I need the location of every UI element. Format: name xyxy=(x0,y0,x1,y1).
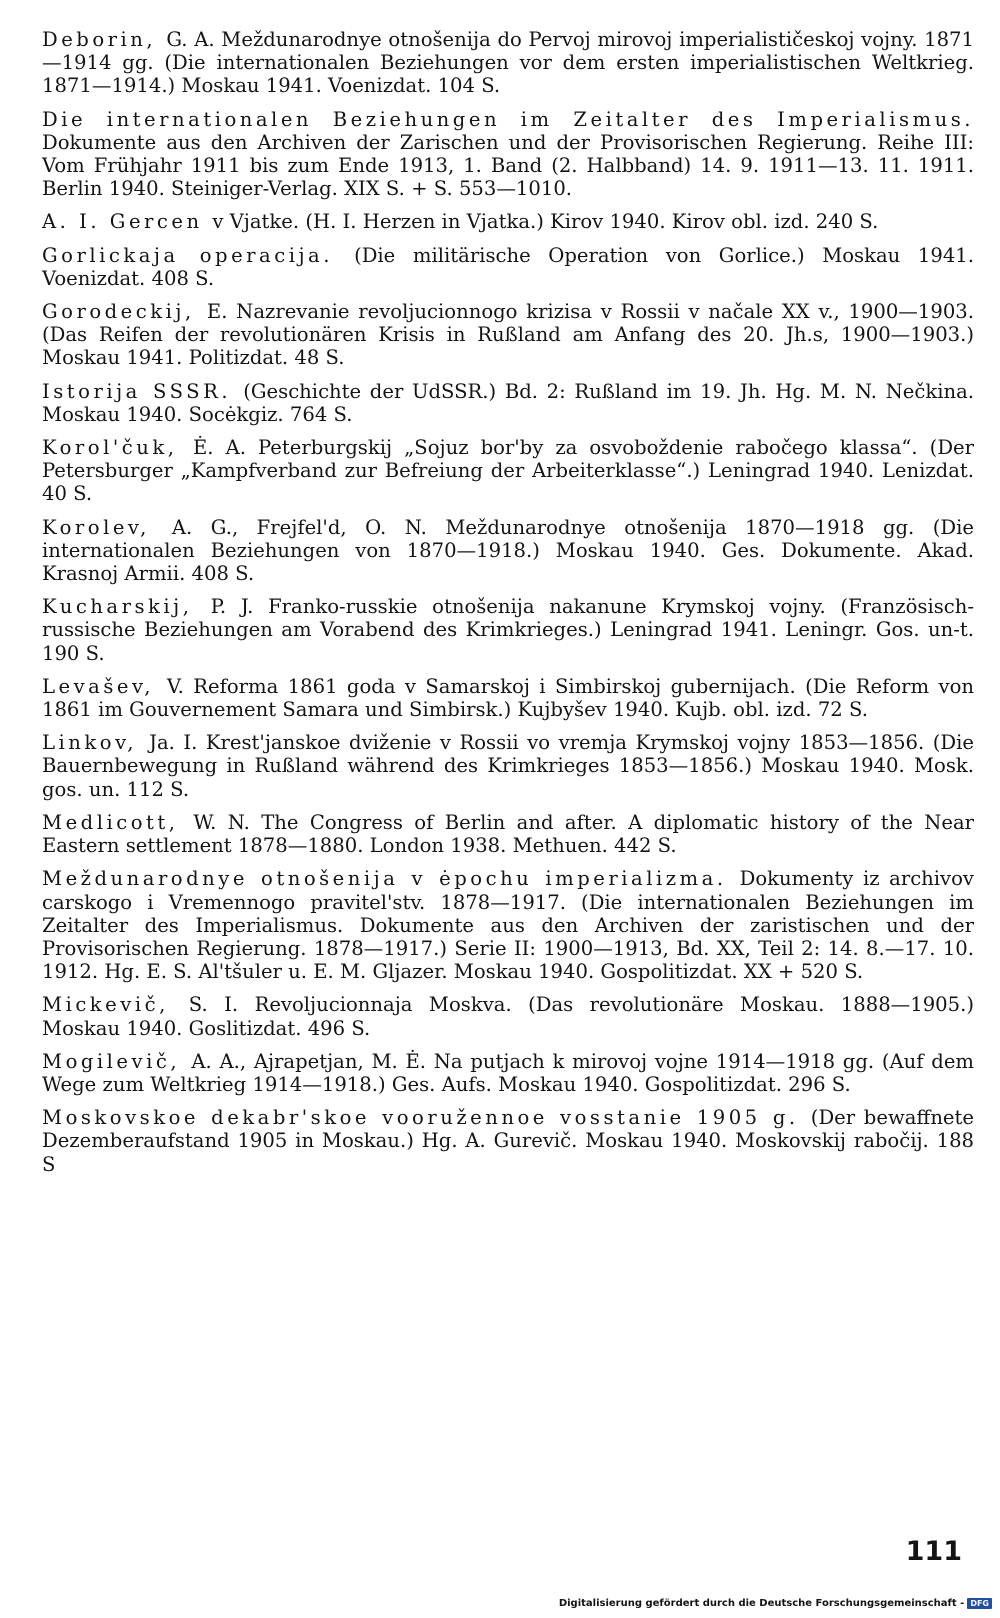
entry-author: Moskovskoe dekabr'skoe vooružennoe vosstanie 1905 g. xyxy=(42,1106,811,1130)
entry-details: W. N. The Congress of Berlin and after. A diplomatic history of the Near Eastern settlement 1878—1880. London 1938. Methuen. 442 S. xyxy=(42,810,974,858)
entry-author: Deborin, xyxy=(42,28,167,51)
footer-text: Digitalisierung gefördert durch die Deutsche Forschungsgemeinschaft - xyxy=(558,1598,965,1609)
entry-author: A. I. Gercen xyxy=(42,210,213,234)
entry-author: Meždunarodnye otnošenija v ėpochu imperializma. xyxy=(42,867,740,891)
entry-author: Linkov, xyxy=(42,731,150,755)
bibliography-entry xyxy=(42,993,974,1039)
entry-details: (Der bewaffnete Dezemberaufstand 1905 in Moskau.) Hg. A. Gurevič. Moskau 1940. Moskovskij rabočij. 188 S xyxy=(42,1106,975,1176)
bibliography-entry xyxy=(42,300,974,370)
bibliography-entry xyxy=(42,108,974,201)
bibliography-entry xyxy=(42,1050,974,1096)
entry-details: P. J. Franko-russkie otnošenija nakanune Krymskoj vojny. (Französisch-russische Beziehungen am Vorabend des Krimkrieges.) Leningrad 1941. Leningr. Gos. un-t. 190 S. xyxy=(42,595,974,665)
bibliography-entry xyxy=(42,210,974,233)
entry-author: Mickevič, xyxy=(42,993,189,1017)
bibliography-entry xyxy=(42,867,974,983)
bibliography-entry xyxy=(42,811,974,857)
entry-details: (Geschichte der UdSSR.) Bd. 2: Rußland im 19. Jh. Hg. M. N. Nečkina. Moskau 1940. Socėkgiz. 764 S. xyxy=(42,379,975,426)
entry-details: V. Reforma 1861 goda v Samarskoj i Simbirskoj gubernijach. (Die Reform von 1861 im Gouvernement Samara und Simbirsk.) Kujbyšev 1940. Kujb. obl. izd. 72 S. xyxy=(42,674,974,722)
entry-author: Gorodeckij, xyxy=(42,300,207,324)
entry-details: v Vjatke. (H. I. Herzen in Vjatka.) Kirov 1940. Kirov obl. izd. 240 S. xyxy=(212,210,879,234)
bibliography-entry xyxy=(42,436,974,506)
bibliography-list xyxy=(42,28,974,1186)
entry-author: Kucharskij, xyxy=(42,595,211,619)
bibliography-entry xyxy=(42,380,974,426)
bibliography-entry xyxy=(42,731,974,801)
dfg-logo-icon: DFG xyxy=(967,1598,992,1609)
entry-author: Gorlickaja operacija. xyxy=(42,243,355,267)
dfg-footer xyxy=(559,1598,992,1609)
entry-details: A. G., Frejfel'd, O. N. Meždunarodnye otnošenija 1870—1918 gg. (Die internationalen Beziehungen von 1870—1918.) Moskau 1940. Ges. Dokumente. Akad. Krasnoj Armii. 408 S. xyxy=(42,515,974,586)
entry-author: Levašev, xyxy=(42,674,167,698)
entry-details: (Die militärische Operation von Gorlice.) Moskau 1941. Voenizdat. 408 S. xyxy=(42,243,974,290)
bibliography-entry xyxy=(42,675,974,721)
bibliography-entry xyxy=(42,244,974,290)
entry-details: Ja. I. Krest'janskoe dviženie v Rossii vo vremja Krymskoj vojny 1853—1856. (Die Bauernbewegung in Rußland während des Krimkrieges 1853—1856.) Moskau 1940. Mosk. gos. un. 112 S. xyxy=(42,731,974,801)
entry-details: Ė. A. Peterburgskij „Sojuz bor'by za osvoboždenie rabočego klassa“. (Der Petersburger „Kampfverband zur Befreiung der Arbeiterklasse“.) Leningrad 1940. Lenizdat. 40 S. xyxy=(42,436,974,506)
entry-details: A. A., Ajrapetjan, M. Ė. Na putjach k mirovoj vojne 1914—1918 gg. (Auf dem Wege zum Weltkrieg 1914—1918.) Ges. Aufs. Moskau 1940. Gospolitizdat. 296 S. xyxy=(42,1049,975,1096)
entry-author: Korolev, xyxy=(42,515,172,539)
bibliography-entry xyxy=(42,516,974,586)
bibliography-entry xyxy=(42,28,974,98)
entry-details: Dokumente aus den Archiven der Zarischen und der Provisorischen Regierung. Reihe III: Vom Frühjahr 1911 bis zum Ende 1913, 1. Band (2. Halbband) 14. 9. 1911—13. 11. 1911. Berlin 1940. Steiniger-Verlag. XIX S. + S. 553—1010. xyxy=(42,130,974,201)
entry-details: Dokumenty iz archivov carskogo i Vremennogo pravitel'stv. 1878—1917. (Die internationalen Beziehungen im Zeitalter des Imperialismus. Dokumente aus den Archiven der zaristischen und der Provisorischen Regierung. 1878—1917.) Serie II: 1900—1913, Bd. XX, Teil 2: 14. 8.—17. 10. 1912. Hg. E. S. Al'tšuler u. E. M. Gljazer. Moskau 1940. Gospolitizdat. XX + 520 S. xyxy=(42,867,974,984)
entry-author: Die internationalen Beziehungen im Zeitalter des Imperialismus. xyxy=(42,107,974,131)
entry-details: G. A. Meždunarodnye otnošenija do Pervoj mirovoj imperialističeskoj vojny. 1871—1914 gg. (Die internationalen Beziehungen vor dem ersten imperialistischen Weltkrieg. 1871—1914.) Moskau 1941. Voenizdat. 104 S. xyxy=(42,28,974,98)
entry-author: Medlicott, xyxy=(42,810,194,834)
entry-author: Mogilevič, xyxy=(42,1049,192,1073)
entry-details: S. I. Revoljucionnaja Moskva. (Das revolutionäre Moskau. 1888—1905.) Moskau 1940. Goslitizdat. 496 S. xyxy=(42,993,974,1040)
entry-author: Korol'čuk, xyxy=(42,436,193,460)
entry-author: Istorija SSSR. xyxy=(42,379,244,403)
bibliography-entry xyxy=(42,595,974,665)
entry-details: E. Nazrevanie revoljucionnogo krizisa v Rossii v načale XX v., 1900—1903. (Das Reifen der revolutionären Krisis in Rußland am Anfang des 20. Jh.s, 1900—1903.) Moskau 1941. Politizdat. 48 S. xyxy=(42,300,974,370)
bibliography-entry xyxy=(42,1106,974,1176)
page-number: 111 xyxy=(905,1536,962,1567)
